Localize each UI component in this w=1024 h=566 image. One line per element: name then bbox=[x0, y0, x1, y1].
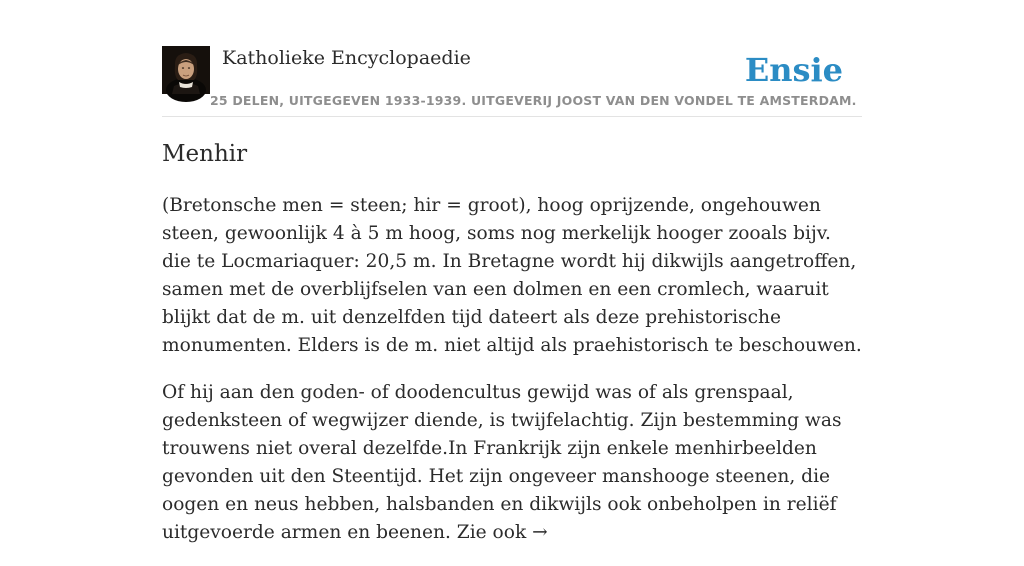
entry-paragraph: (Bretonsche men = steen; hir = groot), hoog oprijzende, ongehouwen steen, gewoonlijk 4 à 5 m hoog, soms nog merkelijk hooger zooals bijv. die te Locmariaquer: 20,5 m. In Bretagne wordt hij dikwijls aangetroffen, samen met de overblijfselen van een dolmen en een cromlech, waaruit blijkt dat de m. uit denzelfden tijd dateert als deze prehistorische monumenten. Elders is de m. niet altijd als praehistorisch te beschouwen. bbox=[162, 195, 862, 356]
source-title[interactable]: Katholieke Encyclopaedie bbox=[222, 47, 471, 69]
source-header bbox=[162, 46, 862, 117]
portrait-avatar[interactable] bbox=[162, 46, 210, 94]
entry-paragraph: Of hij aan den goden- of doodencultus gewijd was of als grenspaal, gedenksteen of wegwijzer diende, is twijfelachtig. Zijn bestemming was trouwens niet overal dezelfde.In Frankrijk zijn enkele menhirbeelden gevonden uit den Steentijd. Het zijn ongeveer manshooge steenen, die oogen en neus hebben, halsbanden en dikwijls ook onbeholpen in reliëf uitgevoerde armen en beenen. Zie ook → bbox=[162, 382, 842, 543]
source-meta: 25 DELEN, UITGEGEVEN 1933-1939. UITGEVERIJ JOOST VAN DEN VONDEL TE AMSTERDAM. bbox=[210, 93, 857, 108]
portrait-icon bbox=[162, 46, 210, 94]
entry-body bbox=[162, 192, 862, 566]
entry-title: Menhir bbox=[162, 141, 248, 167]
brand-logo-link[interactable]: Ensie bbox=[744, 51, 843, 89]
